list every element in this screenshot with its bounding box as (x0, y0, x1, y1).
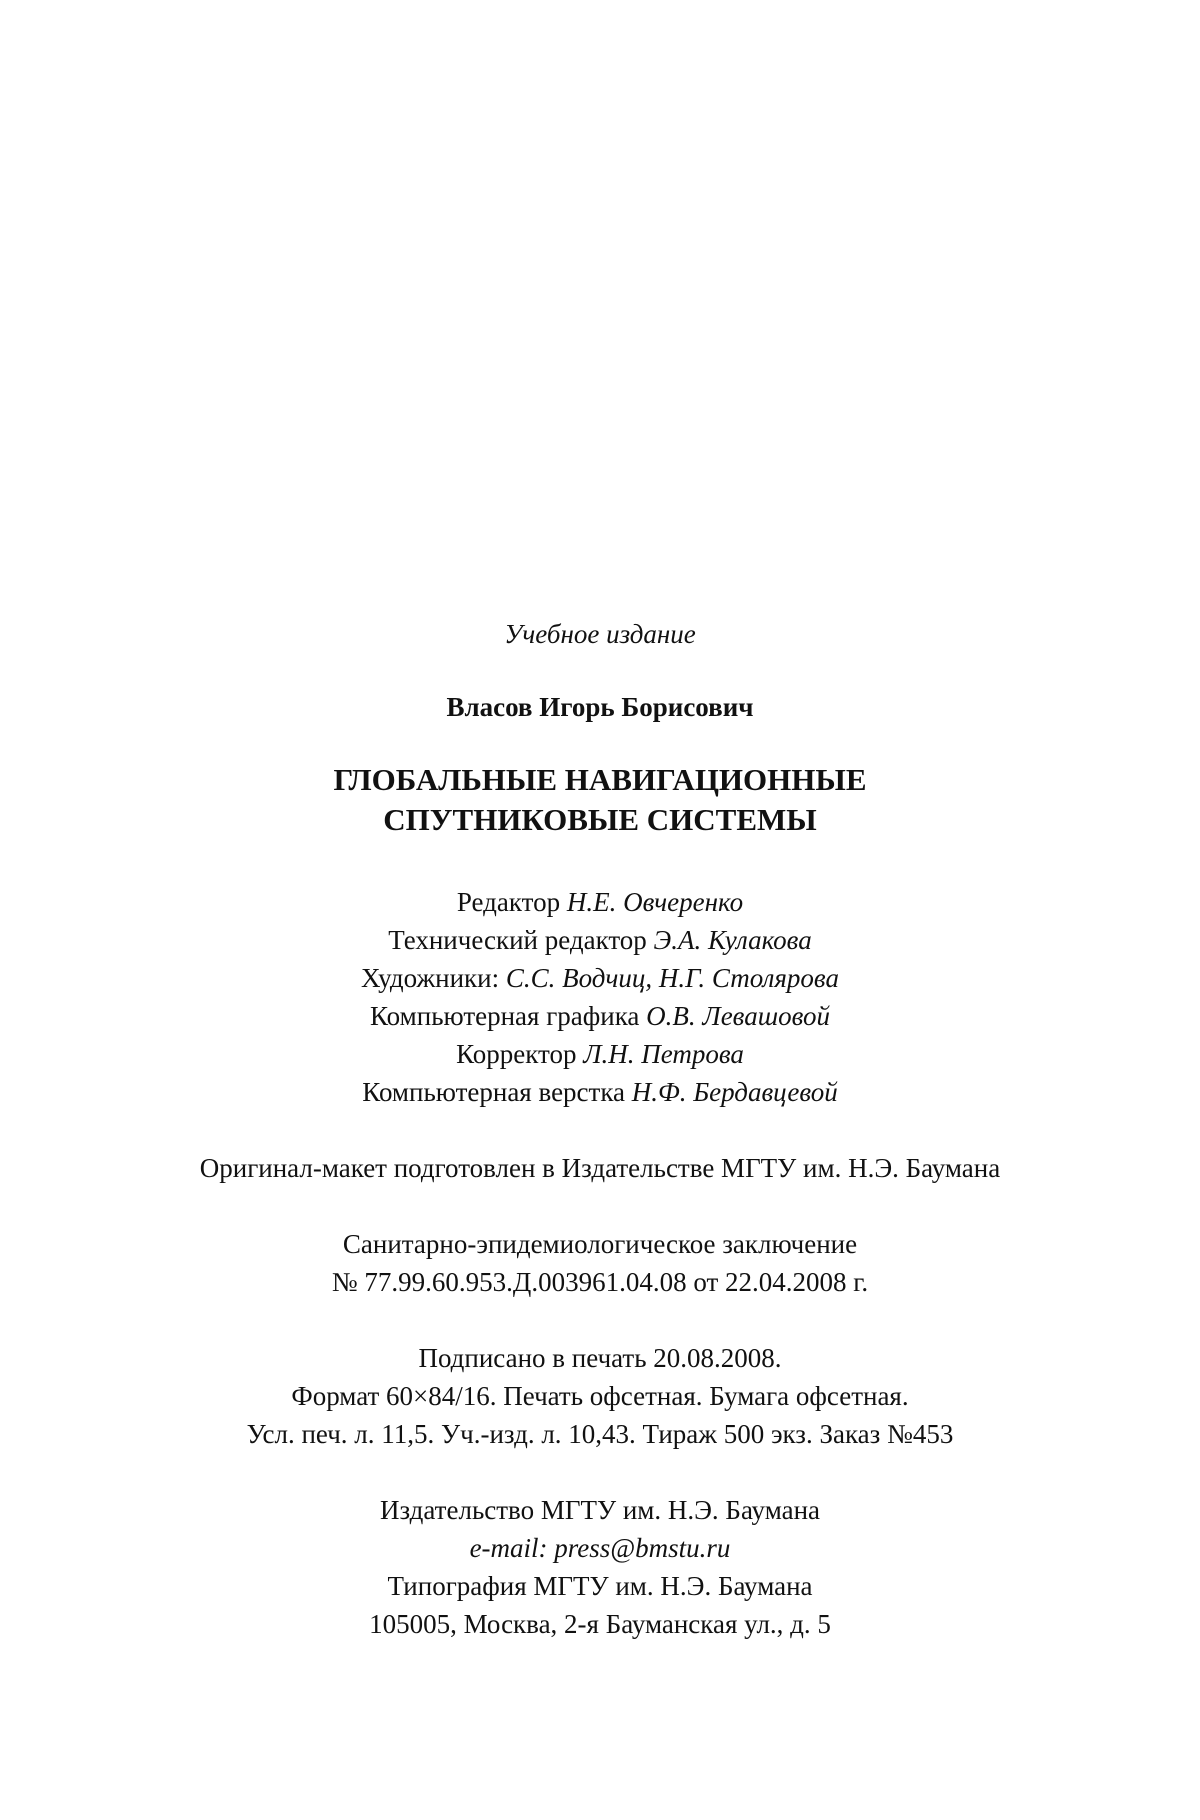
credit-proofreader (0, 1036, 1200, 1072)
signed-for-print: Подписано в печать 20.08.2008. (418, 1343, 782, 1373)
credit-artists (0, 960, 1200, 996)
layout-note: Оригинал-макет подготовлен в Издательстве МГТУ им. Н.Э. Баумана (199, 1153, 1001, 1183)
credit-role: Технический редактор (388, 925, 647, 955)
print-format: Формат 60×84/16. Печать офсетная. Бумага офсетная. (291, 1381, 909, 1411)
credit-person: Н.Ф. Бердавцевой (631, 1077, 838, 1107)
credit-role: Компьютерная верстка (362, 1077, 626, 1107)
credit-person: О.В. Левашовой (646, 1001, 830, 1031)
book-title-line-2: СПУТНИКОВЫЕ СИСТЕМЫ (383, 802, 817, 837)
edition-type: Учебное издание (504, 619, 696, 649)
print-volume: Усл. печ. л. 11,5. Уч.-изд. л. 10,43. Тираж 500 экз. Заказ №453 (246, 1419, 954, 1449)
credit-person: Л.Н. Петрова (583, 1039, 744, 1069)
author-name: Власов Игорь Борисович (446, 692, 754, 722)
credit-layout (0, 1074, 1200, 1110)
publisher-address: 105005, Москва, 2-я Бауманская ул., д. 5 (369, 1609, 831, 1639)
credit-person: С.С. Водчиц, Н.Г. Столярова (505, 963, 839, 993)
credit-role: Редактор (456, 887, 561, 917)
credit-role: Корректор (456, 1039, 577, 1069)
credit-person: Н.Е. Овчеренко (566, 887, 744, 917)
publisher-email: e-mail: press@bmstu.ru (469, 1533, 731, 1563)
credit-role: Компьютерная графика (370, 1001, 640, 1031)
book-title-line-1: ГЛОБАЛЬНЫЕ НАВИГАЦИОННЫЕ (333, 762, 867, 797)
printing-house: Типография МГТУ им. Н.Э. Баумана (387, 1571, 813, 1601)
credit-computer-graphics (0, 998, 1200, 1034)
sanitary-conclusion-number: № 77.99.60.953.Д.003961.04.08 от 22.04.2008 г. (331, 1267, 869, 1297)
sanitary-conclusion-title: Санитарно-эпидемиологическое заключение (342, 1229, 858, 1259)
credit-person: Э.А. Кулакова (653, 925, 812, 955)
credit-tech-editor (0, 922, 1200, 958)
publisher-name: Издательство МГТУ им. Н.Э. Баумана (379, 1495, 821, 1525)
credit-editor (0, 884, 1200, 920)
credit-role: Художники: (361, 963, 500, 993)
